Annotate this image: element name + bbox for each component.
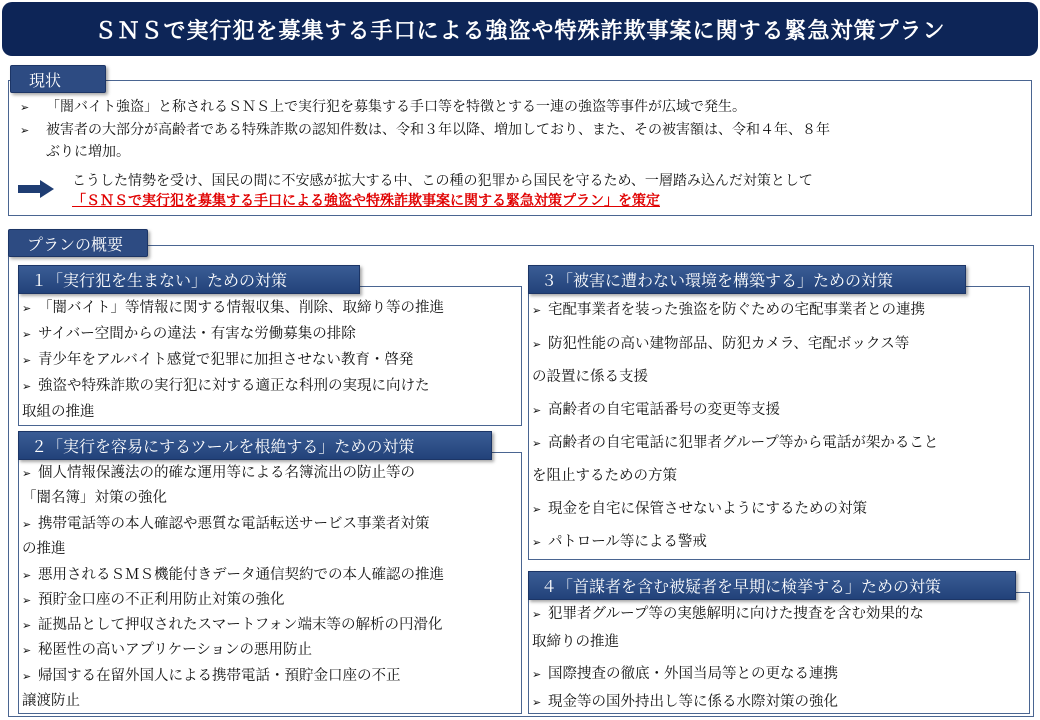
list-item: ➢ 現金を自宅に保管させないようにするための対策: [532, 497, 867, 522]
arrow-bullet-icon: ➢: [22, 594, 32, 607]
status-heading: 現状: [10, 65, 106, 93]
arrow-bullet-icon: ➢: [532, 608, 542, 621]
section4-heading: ４「首謀者を含む被疑者を早期に検挙する」ための対策: [528, 571, 1016, 600]
page-title: ＳＮＳで実行犯を募集する手口による強盗や特殊詐欺事案に関する緊急対策プラン: [2, 2, 1038, 56]
section1-list: [18, 296, 522, 424]
list-item: ➢ 携帯電話等の本人確認や悪質な電話転送サービス事業者対策: [22, 512, 430, 537]
status-bullet-1: ➢ 「闇バイト強盗」と称されるＳＮＳ上で実行犯を募集する手口等を特徴とする一連の強盗等事件が広域で発生。: [20, 99, 746, 115]
arrow-bullet-icon: ➢: [22, 644, 32, 657]
arrow-bullet-icon: ➢: [532, 668, 542, 681]
status-bullet-2-cont: ぶりに増加。: [46, 144, 130, 160]
list-item: ➢ サイバー空間からの違法・有害な労働募集の排除: [22, 322, 356, 347]
overview-heading: プランの概要: [8, 229, 148, 257]
list-item-cont: 「闇名簿」対策の強化: [22, 490, 167, 506]
section2-heading: ２「実行を容易にするツールを根絶する」ための対策: [18, 431, 492, 460]
list-item: ➢ 個人情報保護法の的確な運用等による名簿流出の防止等の: [22, 461, 415, 486]
arrow-bullet-icon: ➢: [532, 338, 542, 351]
arrow-bullet-icon: ➢: [532, 696, 542, 709]
list-item: ➢ 帰国する在留外国人による携帯電話・預貯金口座の不正: [22, 664, 401, 689]
section4-list: [528, 602, 1030, 714]
list-item: ➢ 強盗や特殊詐欺の実行犯に対する適正な科刑の実現に向けた: [22, 374, 430, 399]
arrow-bullet-icon: ➢: [22, 670, 32, 683]
arrow-bullet-icon: ➢: [532, 404, 542, 417]
list-item: ➢ 青少年をアルバイト感覚で犯罪に加担させない教育・啓発: [22, 348, 413, 373]
list-item: ➢ 犯罪者グループ等の実態解明に向けた捜査を含む効果的な: [532, 602, 924, 627]
list-item: ➢ 防犯性能の高い建物部品、防犯カメラ、宅配ボックス等: [532, 332, 909, 357]
list-item: ➢ 秘匿性の高いアプリケーションの悪用防止: [22, 638, 312, 663]
status-conclusion: こうした情勢を受け、国民の間に不安感が拡大する中、この種の犯罪から国民を守るため、一層踏み込んだ対策として: [72, 173, 813, 189]
arrow-bullet-icon: ➢: [20, 101, 30, 114]
list-item: ➢ 宅配事業者を装った強盗を防ぐための宅配事業者との連携: [532, 298, 925, 323]
list-item-cont: 譲渡防止: [22, 693, 80, 709]
arrow-bullet-icon: ➢: [532, 304, 542, 317]
list-item: ➢ 高齢者の自宅電話番号の変更等支援: [532, 398, 780, 423]
list-item-cont: を阻止するための方策: [532, 468, 677, 484]
status-bullet-2: ➢ 被害者の大部分が高齢者である特殊詐欺の認知件数は、令和３年以降、増加しており、また、その被害額は、令和４年、８年: [20, 122, 830, 138]
list-item: ➢ 現金等の国外持出し等に係る水際対策の強化: [532, 690, 838, 715]
section3-list: [528, 298, 1030, 558]
list-item: ➢ 預貯金口座の不正利用防止対策の強化: [22, 588, 285, 613]
arrow-bullet-icon: ➢: [22, 569, 32, 582]
section2-list: [18, 461, 522, 713]
arrow-bullet-icon: ➢: [22, 328, 32, 341]
arrow-bullet-icon: ➢: [22, 302, 32, 315]
list-item: ➢ 高齢者の自宅電話に犯罪者グループ等から電話が架かること: [532, 431, 938, 456]
arrow-bullet-icon: ➢: [22, 380, 32, 393]
section3-heading: ３「被害に遭わない環境を構築する」ための対策: [528, 265, 966, 294]
status-plan-name: 「ＳＮＳで実行犯を募集する手口による強盗や特殊詐欺事案に関する緊急対策プラン」を策定: [72, 193, 660, 209]
list-item: ➢ 悪用されるＳＭＳ機能付きデータ通信契約での本人確認の推進: [22, 563, 444, 588]
list-item: ➢ 証拠品として押収されたスマートフォン端末等の解析の円滑化: [22, 613, 443, 638]
arrow-bullet-icon: ➢: [22, 467, 32, 480]
right-arrow-icon: [18, 180, 54, 198]
list-item-cont: の設置に係る支援: [532, 369, 648, 385]
arrow-bullet-icon: ➢: [22, 518, 32, 531]
arrow-bullet-icon: ➢: [22, 354, 32, 367]
list-item: ➢ パトロール等による警戒: [532, 530, 707, 555]
arrow-bullet-icon: ➢: [532, 437, 542, 450]
list-item-cont: 取締りの推進: [532, 634, 619, 650]
arrow-bullet-icon: ➢: [22, 619, 32, 632]
list-item-cont: の推進: [22, 541, 66, 557]
section1-heading: １「実行犯を生まない」ための対策: [18, 265, 360, 294]
arrow-bullet-icon: ➢: [20, 124, 30, 137]
list-item: ➢ 「闇バイト」等情報に関する情報収集、削除、取締り等の推進: [22, 296, 444, 321]
arrow-bullet-icon: ➢: [532, 536, 542, 549]
arrow-bullet-icon: ➢: [532, 503, 542, 516]
list-item-cont: 取組の推進: [22, 404, 95, 420]
list-item: ➢ 国際捜査の徹底・外国当局等との更なる連携: [532, 662, 838, 687]
